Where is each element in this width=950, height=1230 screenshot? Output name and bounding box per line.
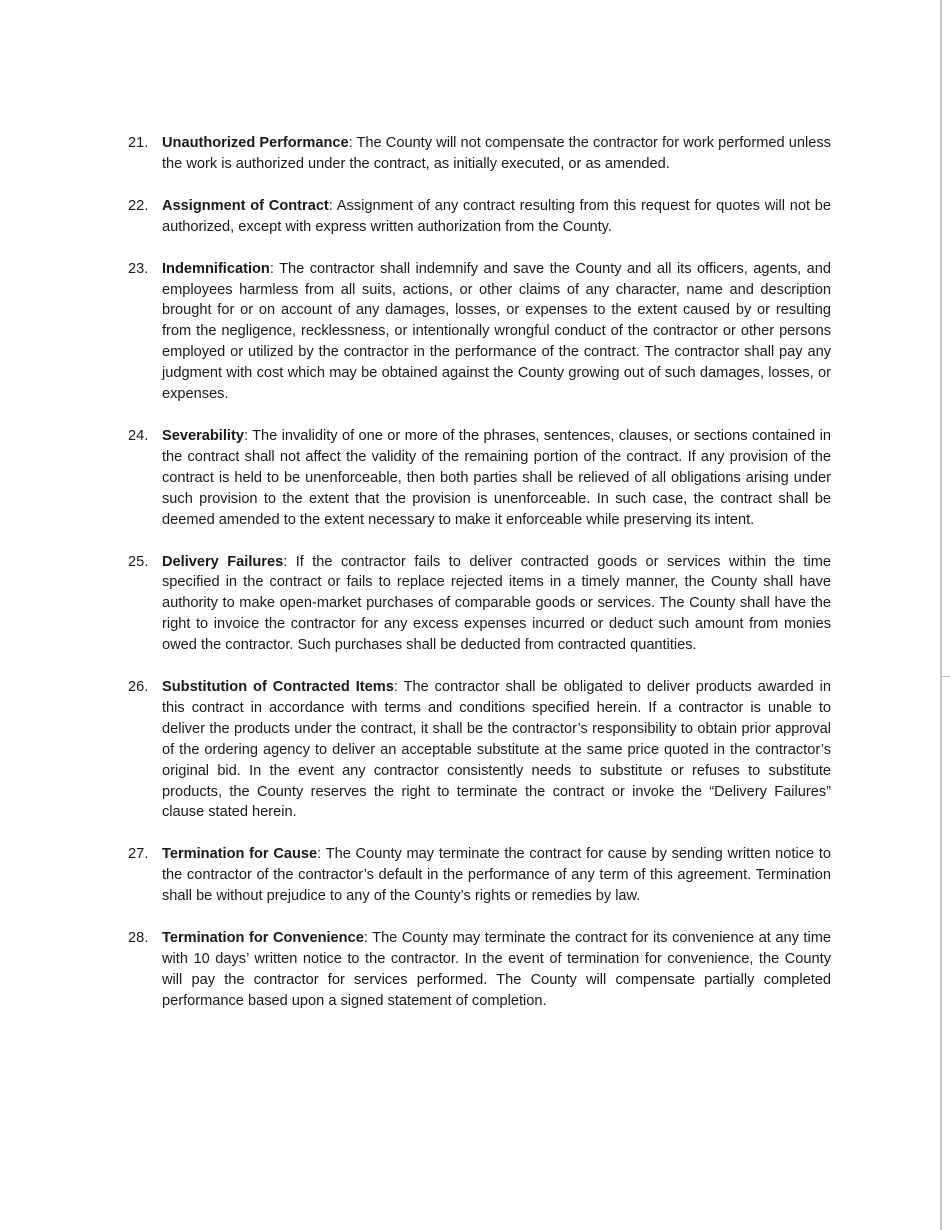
clause-number: 25. <box>128 553 149 570</box>
page-edge <box>940 0 942 1230</box>
clause-title: Assignment of Contract <box>162 197 329 214</box>
clause-title: Indemnification <box>162 260 270 277</box>
clause-separator: : <box>328 197 337 214</box>
clause-number: 26. <box>128 679 149 696</box>
clause-number: 23. <box>128 260 149 277</box>
clause-title: Delivery Failures <box>162 553 284 570</box>
clause-number: 27. <box>128 846 149 863</box>
clause-separator: : <box>243 427 253 444</box>
clause-title: Termination for Convenience <box>162 930 364 947</box>
clause-title: Substitution of Contracted Items <box>162 679 394 696</box>
clause-text: The County may terminate the contract for cause by sending written notice to the contractor of the contractor’s default in the performance of any term of this agreement. Termination shall be without prejudice to any of the County’s rights or remedies by law. <box>162 846 832 905</box>
clause-title: Unauthorized Performance <box>162 135 349 151</box>
clause-separator: : <box>269 260 280 277</box>
clause-26 <box>126 677 831 823</box>
clause-25 <box>126 552 831 657</box>
clause-number: 28. <box>128 930 149 947</box>
clause-separator: : <box>317 846 326 863</box>
clause-separator: : <box>283 553 296 570</box>
clause-text: The County will not compensate the contractor for work performed unless the work is authorized under the contract, as initially executed, or as amended. <box>162 135 831 172</box>
clause-title: Severability <box>162 427 244 444</box>
clause-number: 21. <box>128 135 149 151</box>
clause-list <box>126 133 831 1033</box>
clause-text: The invalidity of one or more of the phrases, sentences, clauses, or sections contained in the contract shall not affect the validity of the remaining portion of the contract. If any provision of the contract is held to be unenforceable, then both parties shall be relieved of all obligations arising under such provision to the extent that the provision is unenforceable. In such case, the contract shall be deemed amended to the extent necessary to make it enforceable while preserving its intent. <box>162 427 831 528</box>
clause-28 <box>126 928 831 1012</box>
clause-number: 24. <box>128 427 149 444</box>
clause-22 <box>126 196 831 238</box>
clause-separator: : <box>393 679 404 696</box>
clause-title: Termination for Cause <box>162 846 318 863</box>
clause-24 <box>126 426 831 531</box>
clause-23 <box>126 259 831 405</box>
clause-separator: : <box>363 930 373 947</box>
clause-21 <box>126 133 831 175</box>
edge-mark <box>942 676 950 677</box>
clause-text: Assignment of any contract resulting from this request for quotes will not be authorized, except with express written authorization from the County. <box>162 197 831 235</box>
clause-text: The contractor shall indemnify and save the County and all its officers, agents, and employees harmless from all suits, actions, or other claims of any character, name and description brought for or on account of any damages, losses, or expenses to the extent caused by or resulting from the negligence, recklessness, or intentionally wrongful conduct of the contractor or other persons employed or utilized by the contractor in the performance of the contract. The contractor shall pay any judgment with cost which may be obtained against the County growing out of such damages, losses, or expenses. <box>162 260 831 403</box>
clause-text: If the contractor fails to deliver contracted goods or services within the time specified in the contract or fails to replace rejected items in a timely manner, the County shall have authority to make open-market purchases of comparable goods or services. The County shall have the right to invoice the contractor for any excess expenses incurred or deduct such amount from monies owed the contractor. Such purchases shall be deducted from contracted quantities. <box>162 553 831 654</box>
clause-27 <box>126 844 831 907</box>
clause-text: The contractor shall be obligated to deliver products awarded in this contract in accordance with terms and conditions specified herein. If a contractor is unable to deliver the products under the contract, it shall be the contractor’s responsibility to obtain prior approval of the ordering agency to deliver an acceptable substitute at the same price quoted in the contractor’s original bid. In the event any contractor consistently needs to substitute or refuses to substitute products, the County reserves the right to terminate the contract or invoke the “Delivery Failures” clause stated herein. <box>162 679 831 821</box>
clause-separator: : <box>348 135 357 151</box>
clause-text: The County may terminate the contract for its convenience at any time with 10 days’ written notice to the contractor. In the event of termination for convenience, the County will pay the contractor for services performed. The County will compensate partially completed performance based upon a signed statement of completion. <box>162 930 831 1009</box>
clause-number: 22. <box>128 197 149 214</box>
